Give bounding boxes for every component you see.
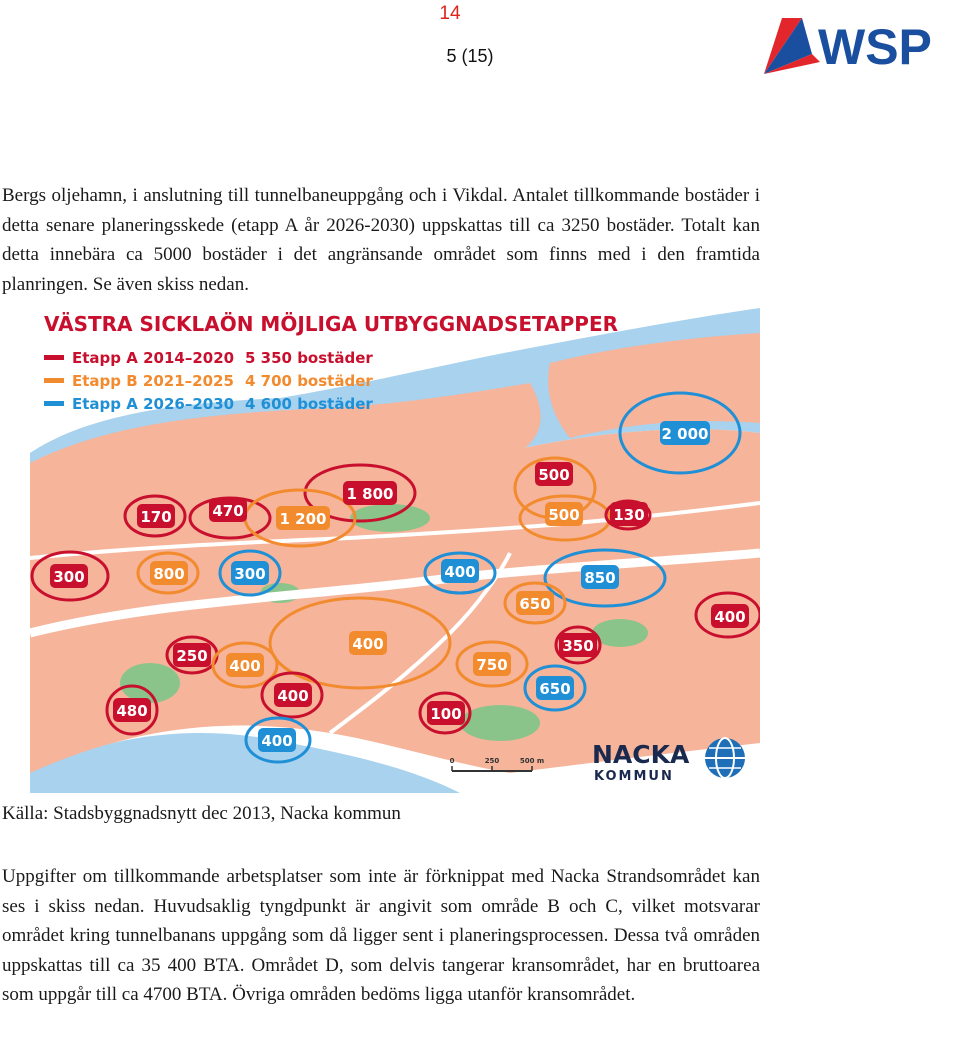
legend-count-a: 5 350 bostäder — [245, 349, 373, 367]
legend-label-b: Etapp B 2021–2025 — [72, 372, 234, 390]
area-label: 300 — [53, 568, 85, 586]
area-label: 300 — [234, 565, 266, 583]
area-label: 650 — [539, 680, 571, 698]
scale-label: 500 m — [519, 757, 545, 765]
area-label: 470 — [212, 502, 244, 520]
kommun-logo-text: KOMMUN — [594, 769, 674, 784]
map-caption: Källa: Stadsbyggnadsnytt dec 2013, Nacka kommun — [2, 803, 401, 824]
nacka-logo-text: NACKA — [592, 740, 690, 769]
area-label: 1 800 — [346, 485, 394, 503]
area-label: 250 — [176, 647, 208, 665]
legend-label-c: Etapp A 2026–2030 — [72, 395, 235, 413]
area-label: 500 — [538, 466, 570, 484]
area-label: 2 000 — [661, 425, 709, 443]
area-label: 1 200 — [279, 510, 327, 528]
red-page-number: 14 — [439, 3, 461, 24]
area-label: 350 — [562, 637, 594, 655]
area-label: 400 — [229, 657, 261, 675]
area-label: 400 — [261, 732, 293, 750]
legend-count-c: 4 600 bostäder — [245, 395, 373, 413]
legend-label-a: Etapp A 2014–2020 — [72, 349, 235, 367]
workplaces-paragraph: Uppgifter om tillkommande arbetsplatser som inte är förknippat med Nacka Strandsområdet kan ses i skiss nedan. Huvudsaklig tyngdpunkt är angivit som område B och C, vilket motsvarar området kring tunnelbanans uppgång som då ligger sent i planeringsprocessen. Dessa två områden uppskattas till ca 35 400 BTA. Området D, som delvis tangerar kransområdet, har en bruttoarea som uppgår till ca 4700 BTA. Övriga områden bedöms ligga utanför kransområdet. — [2, 866, 760, 1006]
legend-swatch-b — [44, 378, 64, 383]
nacka-kommun-logo — [592, 738, 745, 784]
map-title: VÄSTRA SICKLAÖN MÖJLIGA UTBYGGNADSETAPPER — [44, 312, 619, 336]
area-label: 400 — [352, 635, 384, 653]
area-label: 400 — [714, 608, 746, 626]
logo-text: WSP — [818, 19, 932, 75]
page-number: 5 (15) — [446, 46, 494, 66]
green-area — [120, 663, 180, 703]
area-label: 800 — [153, 565, 185, 583]
area-label: 400 — [444, 563, 476, 581]
area-label: 170 — [140, 508, 172, 526]
scale-label: 250 — [484, 757, 500, 765]
scale-label: 0 — [449, 757, 455, 765]
area-label: 400 — [277, 687, 309, 705]
green-area — [460, 705, 540, 741]
wsp-logo — [760, 14, 960, 80]
expansion-map — [30, 303, 760, 793]
area-label: 650 — [519, 595, 551, 613]
area-label: 130 — [613, 506, 645, 524]
legend-swatch-a — [44, 355, 64, 360]
legend-swatch-c — [44, 401, 64, 406]
legend-count-b: 4 700 bostäder — [245, 372, 373, 390]
area-label: 500 — [548, 506, 580, 524]
area-label: 750 — [476, 656, 508, 674]
area-label: 850 — [584, 569, 616, 587]
intro-paragraph: Bergs oljehamn, i anslutning till tunnelbaneuppgång och i Vikdal. Antalet tillkommande bostäder i detta senare planeringsskede (etapp A år 2026-2030) uppskattas till ca 3250 bostäder. Totalt kan detta innebära ca 5000 bostäder i det angränsande området som finns med i den framtida planringen. Se även skiss nedan. — [2, 185, 760, 295]
area-label: 480 — [116, 702, 148, 720]
area-label: 100 — [430, 705, 462, 723]
